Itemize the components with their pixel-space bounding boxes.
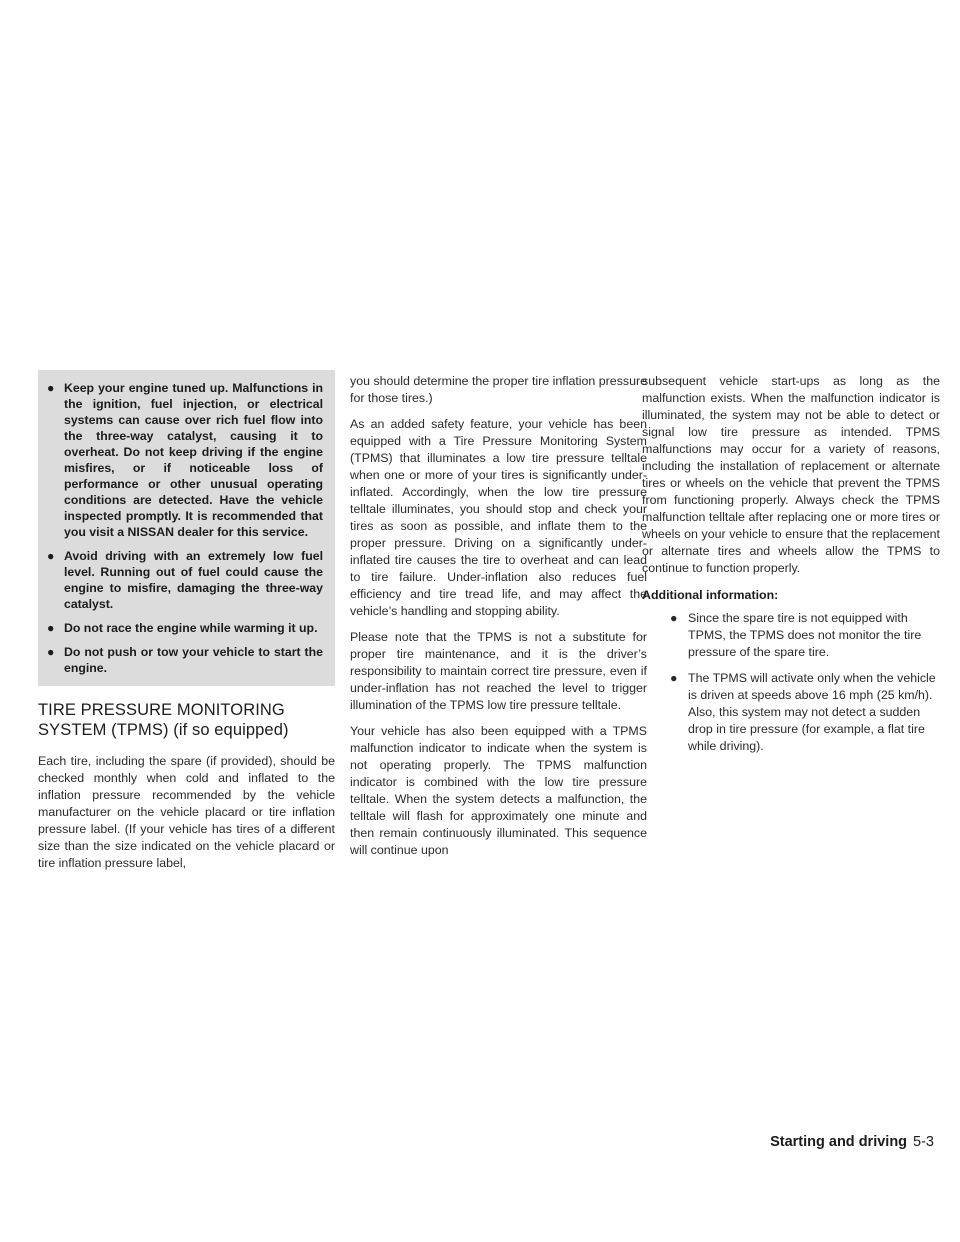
warning-item <box>47 548 323 612</box>
column-left <box>38 370 335 881</box>
bullet-icon: ● <box>670 611 678 625</box>
warning-item <box>47 620 323 636</box>
page-footer <box>770 1134 934 1150</box>
additional-info-list <box>642 610 940 755</box>
body-paragraph: As an added safety feature, your vehicle has been equipped with a Tire Pressure Monitoring System (TPMS) that illuminates a low tire pressure telltale when one or more of your tires is significantly under-inflated. Accordingly, when the low tire pressure telltale illuminates, you should stop and check your tires as soon as possible, and inflate them to the proper pressure. Driving on a significantly under-inflated tire causes the tire to overheat and can lead to tire failure. Under-inflation also reduces fuel efficiency and tire tread life, and may affect the vehicle’s handling and stopping ability. <box>350 417 647 618</box>
page-number: 5-3 <box>913 1134 934 1150</box>
body-paragraph: subsequent vehicle start-ups as long as the malfunction exists. When the malfunction indicator is illuminated, the system may not be able to detect or signal low tire pressure as intended. TPMS malfunctions may occur for a variety of reasons, including the installation of replacement or alternate tires or wheels on the vehicle that prevent the TPMS from functioning properly. Always check the TPMS malfunction telltale after replacing one or more tires or wheels on your vehicle to ensure that the replacement or alternate tires and wheels allow the TPMS to continue to function properly. <box>642 374 940 575</box>
column-middle <box>350 370 647 868</box>
warning-item <box>47 644 323 676</box>
additional-info-heading: Additional information: <box>642 588 779 602</box>
warning-item <box>47 380 323 540</box>
list-item-text: Since the spare tire is not equipped with TPMS, the TPMS does not monitor the tire pressure of the spare tire. <box>688 611 922 659</box>
footer-section-title: Starting and driving <box>770 1134 908 1150</box>
bullet-icon: ● <box>47 381 55 395</box>
list-item-text: The TPMS will activate only when the vehicle is driven at speeds above 16 mph (25 km/h). Also, this system may not detect a sudden drop in tire pressure (for example, a flat tire while driving). <box>688 671 936 753</box>
section-title: TIRE PRESSURE MONITORING SYSTEM (TPMS) (if so equipped) <box>38 701 289 739</box>
bullet-icon: ● <box>670 671 678 685</box>
warning-text: Do not push or tow your vehicle to start the engine. <box>64 645 323 675</box>
body-paragraph: you should determine the proper tire inflation pressure for those tires.) <box>350 374 647 405</box>
body-paragraph: Your vehicle has also been equipped with a TPMS malfunction indicator to indicate when the system is not operating properly. The TPMS malfunction indicator is combined with the low tire pressure telltale. When the system detects a malfunction, the telltale will flash for approximately one minute and then remain continuously illuminated. This sequence will continue upon <box>350 724 647 857</box>
list-item <box>670 610 940 661</box>
warning-text: Keep your engine tuned up. Malfunctions in the ignition, fuel injection, or electrical systems can cause over rich fuel flow into the three-way catalyst, causing it to overheat. Do not keep driving if the engine misfires, or if noticeable loss of performance or other unusual operating conditions are detected. Have the vehicle inspected promptly. It is recommended that you visit a NISSAN dealer for this service. <box>64 381 323 539</box>
bullet-icon: ● <box>47 645 55 659</box>
bullet-icon: ● <box>47 549 55 563</box>
body-paragraph: Each tire, including the spare (if provided), should be checked monthly when cold and inflated to the inflation pressure recommended by the vehicle manufacturer on the vehicle placard or tire inflation pressure label. (If your vehicle has tires of a different size than the size indicated on the vehicle placard or tire inflation pressure label, <box>38 754 335 870</box>
list-item <box>670 670 940 755</box>
body-paragraph: Please note that the TPMS is not a substitute for proper tire maintenance, and it is the driver’s responsibility to maintain correct tire pressure, even if under-inflation has not reached the level to trigger illumination of the TPMS low tire pressure telltale. <box>350 630 647 712</box>
warning-text: Avoid driving with an extremely low fuel level. Running out of fuel could cause the engine to misfire, damaging the three-way catalyst. <box>64 549 323 611</box>
column-right <box>642 370 940 764</box>
warning-text: Do not race the engine while warming it up. <box>64 621 318 635</box>
bullet-icon: ● <box>47 621 55 635</box>
warning-box <box>38 370 335 686</box>
warning-list <box>47 380 323 676</box>
